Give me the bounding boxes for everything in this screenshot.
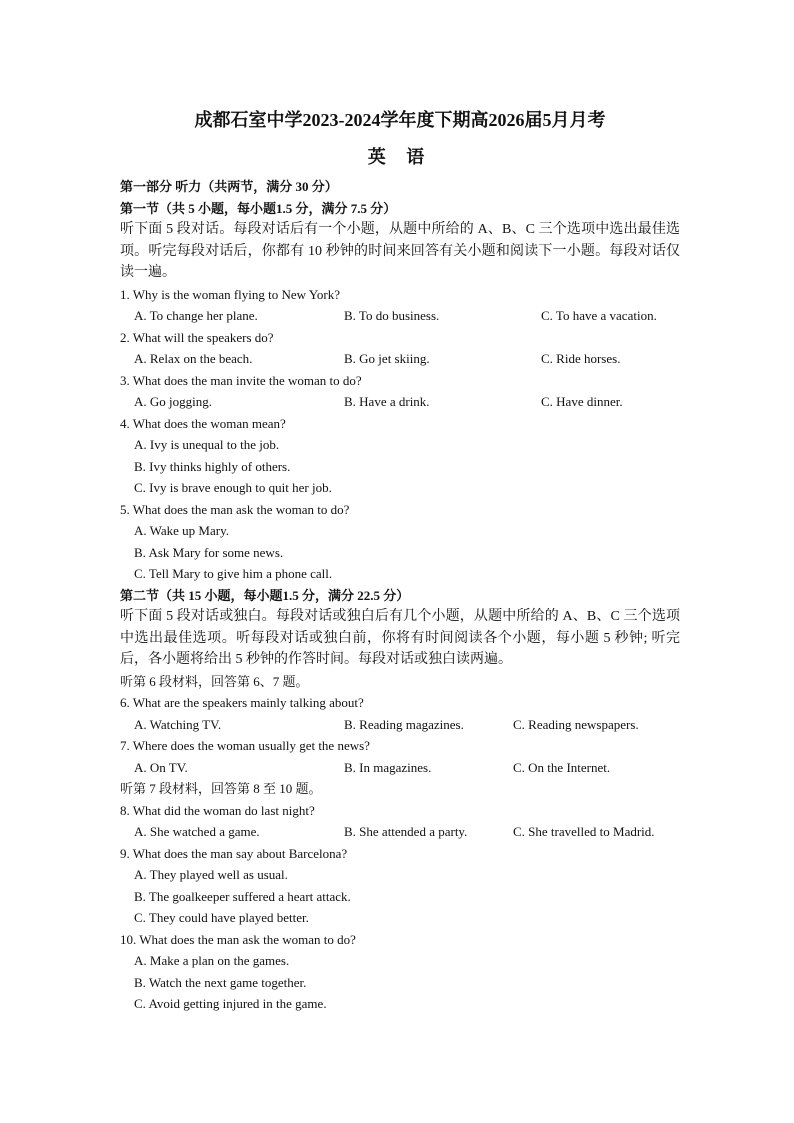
option-b: B. Have a drink.: [344, 394, 430, 409]
question-stem: 8. What did the woman do last night?: [120, 802, 315, 818]
option-a: A. Ivy is unequal to the job.: [134, 437, 280, 452]
option-c: C. Ride horses.: [541, 351, 621, 366]
section1-instructions: 听下面 5 段对话。每段对话后有一个小题，从题中所给的 A、B、C 三个选项中选出最佳选项。听完每段对话后，你都有 10 秒钟的时间来回答有关小题和阅读下一小题。每段对话仅读一遍。: [120, 222, 680, 280]
option-a: A. Wake up Mary.: [134, 523, 229, 538]
question-stem: 2. What will the speakers do?: [120, 329, 274, 345]
option-b: B. To do business.: [344, 308, 440, 323]
question-stem: 1. Why is the woman flying to New York?: [120, 286, 341, 302]
option-row: [120, 714, 680, 736]
option-b: B. Ask Mary for some news.: [134, 544, 284, 560]
material-note: 听第 7 段材料，回答第 8 至 10 题。: [120, 781, 322, 796]
option-c: C. Have dinner.: [541, 394, 623, 409]
option-a: A. To change her plane.: [134, 308, 258, 323]
option-b: B. Reading magazines.: [344, 716, 464, 732]
option-b: B. Watch the next game together.: [134, 974, 307, 990]
option-row: [120, 757, 680, 779]
option-a: A. Go jogging.: [134, 394, 212, 409]
material-note: 听第 6 段材料，回答第 6、7 题。: [120, 673, 309, 689]
question-stem: 7. Where does the woman usually get the news?: [120, 738, 370, 753]
option-a: A. She watched a game.: [134, 824, 260, 839]
option-row: [120, 348, 680, 370]
part1-heading: 第一部分 听力（共两节，满分 30 分）: [120, 179, 338, 194]
question-stem: 10. What does the man ask the woman to do?: [120, 931, 356, 947]
option-c: C. To have a vacation.: [541, 308, 657, 323]
option-a: A. They played well as usual.: [134, 867, 288, 882]
section1-heading: 第一节（共 5 小题，每小题1.5 分，满分 7.5 分）: [120, 200, 397, 216]
option-c: C. Avoid getting injured in the game.: [134, 996, 327, 1011]
option-b: B. The goalkeeper suffered a heart attack.: [134, 888, 351, 904]
option-row: [120, 821, 680, 843]
option-c: C. Reading newspapers.: [513, 716, 639, 732]
question-stem: 4. What does the woman mean?: [120, 415, 286, 431]
option-a: A. Watching TV.: [134, 716, 222, 732]
option-a: A. Make a plan on the games.: [134, 953, 290, 968]
option-row: [120, 391, 680, 413]
option-c: C. On the Internet.: [513, 759, 611, 775]
option-row: [120, 305, 680, 327]
question-stem: 9. What does the man say about Barcelona?: [120, 845, 348, 861]
question-stem: 5. What does the man ask the woman to do?: [120, 501, 350, 517]
option-c: C. Ivy is brave enough to quit her job.: [134, 480, 332, 495]
question-stem: 6. What are the speakers mainly talking about?: [120, 695, 364, 710]
option-a: A. On TV.: [134, 759, 188, 775]
section2-instructions: 听下面 5 段对话或独白。每段对话或独白后有几个小题，从题中所给的 A、B、C 三个选项中选出最佳选项。听每段对话或独白前，你将有时间阅读各个小题，每小题 5 秒钟; 听完后，各小题将给出 5 秒钟的作答时间。每段对话或独白读两遍。: [120, 609, 680, 667]
option-b: B. Ivy thinks highly of others.: [134, 458, 291, 474]
option-a: A. Relax on the beach.: [134, 351, 253, 366]
option-c: C. They could have played better.: [134, 910, 309, 925]
option-c: C. She travelled to Madrid.: [513, 824, 655, 839]
exam-subject: 英 语: [367, 147, 433, 167]
question-stem: 3. What does the man invite the woman to do?: [120, 372, 362, 388]
exam-page: [120, 106, 680, 1015]
option-b: B. She attended a party.: [344, 824, 468, 839]
option-c: C. Tell Mary to give him a phone call.: [134, 566, 333, 581]
option-b: B. In magazines.: [344, 759, 432, 775]
exam-title: 成都石室中学2023-2024学年度下期高2026届5月月考: [194, 110, 606, 130]
option-b: B. Go jet skiing.: [344, 351, 430, 366]
section2-heading: 第二节（共 15 小题，每小题1.5 分，满分 22.5 分）: [120, 587, 410, 603]
